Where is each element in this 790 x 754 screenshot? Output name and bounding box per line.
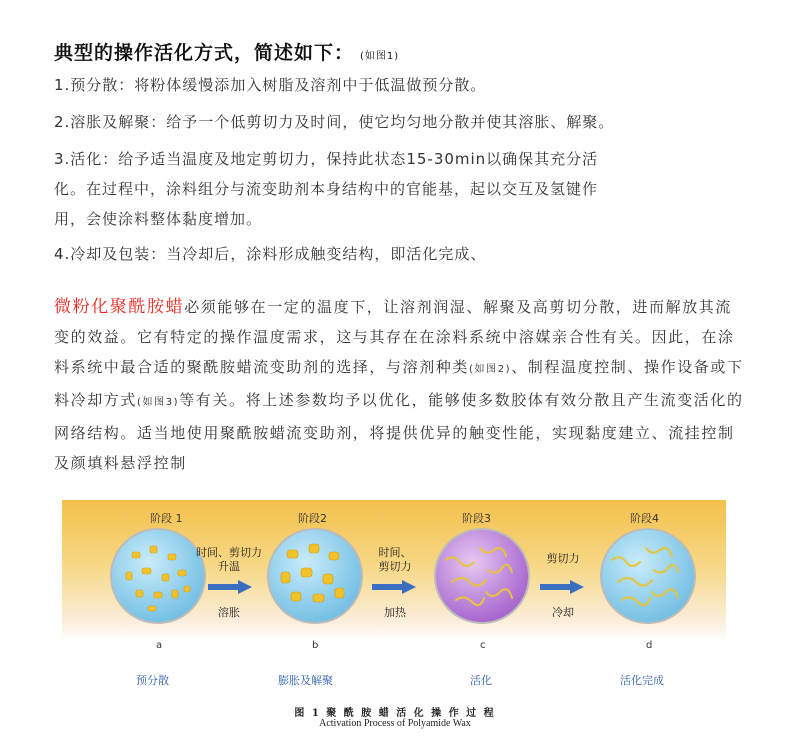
arrow-2-below: 加热 [384, 606, 406, 619]
stage-3-letter: c [480, 640, 486, 651]
arrow-2-label-2: 剪切力 [378, 560, 412, 573]
step-3-line-3: 用，会使涂料整体黏度增加。 [54, 210, 263, 228]
stage-2-label: 阶段2 [298, 512, 327, 525]
paragraph-part-3: 等有关。将上述参数均予以优化，能够使多数胶体有效分散且产生流变活化的网络结构。适当地使用聚酰胺蜡流变助剂，将提供优异的触变性能，实现黏度建立、流挂控制及颜填料悬浮控制 [54, 391, 744, 472]
figure-ref-3: (如图3) [137, 397, 180, 408]
stage-3-circle [434, 528, 530, 624]
arrow-1-label-1: 时间、剪切力 [196, 546, 262, 559]
stage-1-bottom-label: 预分散 [136, 674, 169, 687]
figure-caption-english: Activation Process of Polyamide Wax [319, 718, 471, 729]
arrow-3-below: 冷却 [552, 606, 574, 619]
stage-4-circle [600, 528, 696, 624]
arrow-right-icon [372, 580, 416, 594]
figure-caption-chinese: 图 1 聚 酰 胺 蜡 活 化 操 作 过 程 [294, 708, 496, 719]
arrow-3-label-1: 剪切力 [546, 552, 580, 565]
stage-3-bottom-label: 活化 [470, 674, 492, 687]
step-4: 4.冷却及包装：当冷却后，涂料形成触变结构，即活化完成、 [54, 245, 487, 263]
arrow-1-label-2: 升温 [218, 560, 240, 573]
step-3-line-2: 化。在过程中，涂料组分与流变助剂本身结构中的官能基，起以交互及氢键作 [54, 180, 599, 198]
stage-2-letter: b [312, 640, 319, 651]
highlight-term: 微粉化聚酰胺蜡 [54, 297, 185, 317]
description-paragraph [54, 292, 744, 478]
heading-figure-ref: (如图1) [360, 51, 400, 62]
stage-1-letter: a [156, 640, 163, 651]
step-2: 2.溶胀及解聚：给予一个低剪切力及时间，使它均匀地分散并使其溶胀、解聚。 [54, 113, 615, 131]
stage-3-label: 阶段3 [462, 512, 491, 525]
fiber-network-icon [602, 530, 694, 622]
step-1: 1.预分散：将粉体缓慢添加入树脂及溶剂中于低温做预分散。 [54, 76, 487, 94]
arrow-1-below: 溶胀 [218, 606, 240, 619]
arrow-right-icon [208, 580, 252, 594]
arrow-right-icon [540, 580, 584, 594]
heading-text: 典型的操作活化方式，简述如下： [54, 42, 355, 64]
stage-4-bottom-label: 活化完成 [620, 674, 664, 687]
stage-2-bottom-label: 膨胀及解聚 [278, 674, 333, 687]
paragraph-part-1: 必须能够在一定的温度下，让溶剂润湿、解聚及高剪切分散，进而解放其流变的效益。它有特定的操作温度需求，这与其存在在涂料系统中溶媒亲合性有关。因此，在涂料系统中最合适的聚酰胺蜡流变助剂的选择，与溶剂种类 [54, 298, 735, 376]
activation-figure [62, 500, 726, 697]
arrow-2-label-1: 时间、 [378, 546, 412, 559]
stage-4-letter: d [646, 640, 653, 651]
paragraph-part-2: 、制程温度控制、操作设备或下料冷却方式 [54, 358, 744, 409]
swollen-blobs-icon [269, 530, 361, 622]
step-3-line-1: 3.活化：给予适当温度及地定剪切力，保持此状态15-30min以确保其充分活 [54, 150, 599, 168]
powder-blobs-icon [112, 530, 204, 622]
fiber-network-icon [436, 530, 528, 622]
figure-ref-2: (如图2) [469, 364, 512, 375]
section-heading [54, 38, 399, 65]
stage-1-label: 阶段 1 [150, 512, 183, 525]
stage-4-label: 阶段4 [630, 512, 659, 525]
stage-2-circle [267, 528, 363, 624]
